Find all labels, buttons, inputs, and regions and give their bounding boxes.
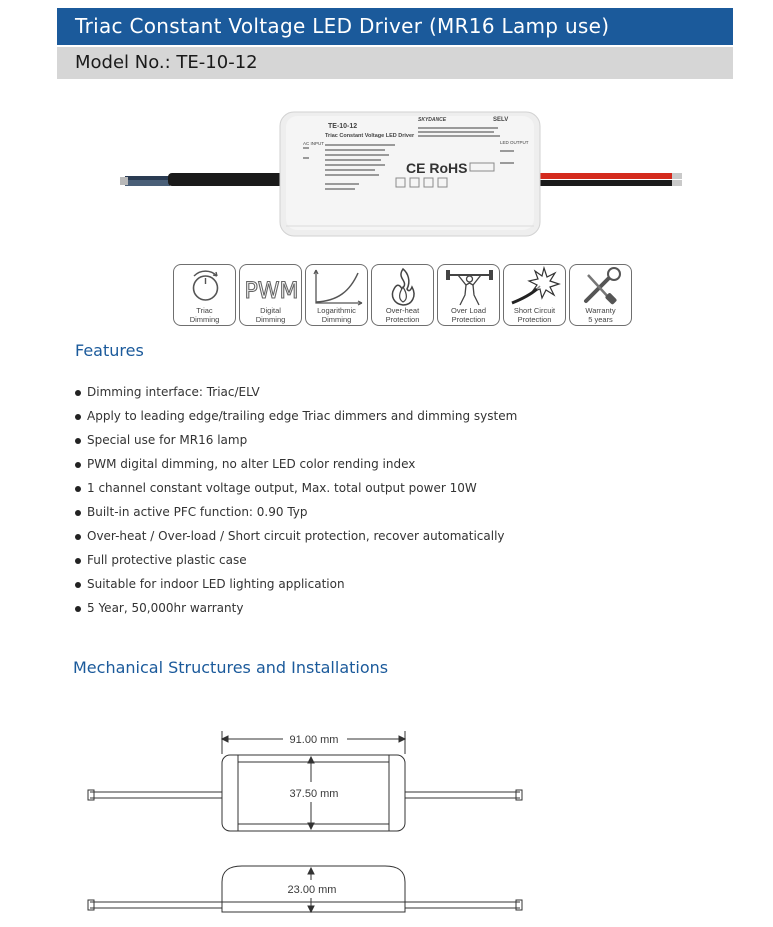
label-model: TE-10-12: [328, 123, 358, 130]
icon-label: Logarithmic: [317, 306, 356, 315]
overheat-protection-badge: [371, 264, 434, 326]
list-item: Over-heat / Over-load / Short circuit protection, recover automatically: [75, 527, 517, 551]
list-item: Suitable for indoor LED lighting application: [75, 575, 517, 599]
list-item: Apply to leading edge/trailing edge Triac dimmers and dimming system: [75, 407, 517, 431]
icon-label: Triac: [196, 306, 213, 315]
digital-dimming-badge: [239, 264, 302, 326]
label-ce-rohs: CE RoHS: [406, 160, 468, 176]
wrench-screwdriver-icon: [570, 265, 633, 307]
list-item: Built-in active PFC function: 0.90 Typ: [75, 503, 517, 527]
warranty-badge: [569, 264, 632, 326]
mechanical-heading: Mechanical Structures and Installations: [73, 658, 389, 677]
list-item: Special use for MR16 lamp: [75, 431, 517, 455]
features-heading: Features: [75, 341, 144, 360]
list-item: 1 channel constant voltage output, Max. total output power 10W: [75, 479, 517, 503]
icon-label: Digital: [260, 306, 281, 315]
title-bar: [57, 8, 733, 45]
height-dimension: 23.00 mm: [287, 884, 337, 896]
overload-protection-badge: [437, 264, 500, 326]
icon-label: Short Circuit: [513, 306, 556, 315]
label-fine-print: [100, 100, 700, 250]
label-brand: SKYDANCE: [418, 117, 447, 123]
model-bar: [57, 47, 733, 79]
icon-label: Over Load: [450, 306, 487, 315]
list-item: Dimming interface: Triac/ELV: [75, 383, 517, 407]
page-title: Triac Constant Voltage LED Driver (MR16 Lamp use): [75, 14, 610, 38]
triac-dimming-badge: [173, 264, 236, 326]
spark-icon: [504, 265, 567, 307]
icon-label: Dimming: [189, 315, 220, 324]
width-dimension: 37.50 mm: [289, 788, 339, 800]
icon-label: Protection: [517, 315, 552, 324]
model-number: Model No.: TE-10-12: [75, 52, 258, 73]
icon-label: Over-heat: [385, 306, 420, 315]
flame-icon: [372, 265, 435, 307]
label-name: Triac Constant Voltage LED Driver: [325, 133, 415, 139]
svg-text:PWM: PWM: [244, 279, 299, 304]
log-curve-icon: [306, 265, 369, 307]
mechanical-drawing: [80, 722, 540, 927]
pwm-icon: [240, 265, 303, 307]
icon-label: Protection: [385, 315, 420, 324]
list-item: PWM digital dimming, no alter LED color rending index: [75, 455, 517, 479]
short-circuit-badge: [503, 264, 566, 326]
product-image: [100, 100, 700, 250]
label-selv: SELV: [493, 117, 509, 123]
icon-label: Warranty: [585, 306, 616, 315]
weightlifter-icon: [438, 265, 501, 307]
length-dimension: 91.00 mm: [289, 734, 339, 746]
list-item: Full protective plastic case: [75, 551, 517, 575]
dimmer-knob-icon: [174, 265, 237, 307]
icon-label: 5 years: [588, 315, 613, 324]
features-list: [75, 383, 517, 623]
list-item: 5 Year, 50,000hr warranty: [75, 599, 517, 623]
label-led-output: LED OUTPUT: [500, 140, 529, 145]
icon-label: Protection: [451, 315, 486, 324]
icon-label: Dimming: [255, 315, 286, 324]
icon-label: Dimming: [321, 315, 352, 324]
logarithmic-dimming-badge: [305, 264, 368, 326]
label-ac-input: AC INPUT: [303, 141, 325, 146]
